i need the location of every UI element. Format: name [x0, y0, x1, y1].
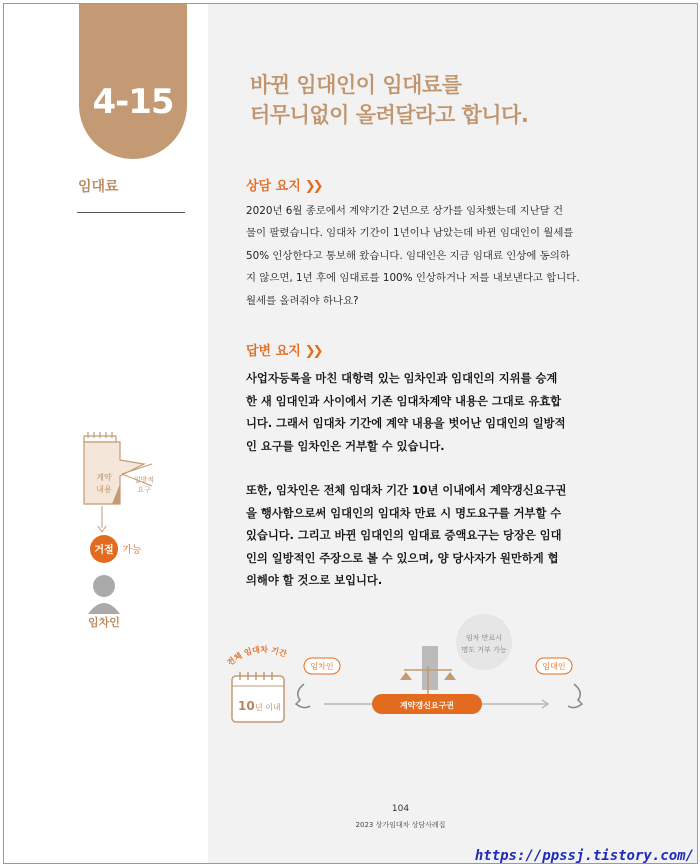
arc-label: 전체 임대차 기간	[225, 645, 288, 668]
tenant-face-icon	[296, 684, 310, 708]
person-icon	[88, 575, 120, 614]
unilateral-label-2: 요구	[137, 486, 151, 494]
chapter-topic: 임대료	[78, 179, 119, 195]
contract-label-2: 내용	[96, 485, 112, 494]
refusal-label: 거절	[94, 545, 114, 556]
consult-heading	[246, 175, 321, 194]
tenant-badge-label: 임차인	[310, 662, 334, 671]
landlord-badge-label: 임대인	[542, 662, 566, 671]
consult-body	[246, 200, 592, 312]
consult-line: 50% 인상한다고 통보해 왔습니다. 임대인은 지금 임대료 인상에 동의하	[246, 249, 570, 262]
watermark-link[interactable]: https://ppssj.tistory.com/	[474, 848, 694, 864]
footer-text: 2023 상가임대차 상담사례집	[355, 821, 446, 829]
side-illustration	[4, 424, 208, 634]
chevron-right-icon: ❯❯	[304, 344, 321, 359]
answer-heading	[246, 340, 321, 359]
chevron-right-icon: ❯❯	[304, 179, 321, 194]
scales-icon	[400, 646, 456, 696]
title-line-1: 바뀐 임대인이 임대료를	[250, 73, 462, 97]
bubble-line-1: 임차 만료시	[465, 634, 503, 642]
landlord-face-icon	[568, 684, 582, 708]
answer-line: 을 행사함으로써 임대인의 임대차 만료 시 명도요구를 거부할 수	[246, 506, 562, 520]
consult-line: 2020년 6월 종로에서 계약기간 2년으로 상가를 임차했는데 지난달 건	[246, 205, 564, 217]
years-rest: 년 이내	[255, 703, 281, 712]
answer-line: 인의 일방적인 주장으로 볼 수 있으며, 양 당사자가 원만하게 협	[246, 551, 559, 565]
chapter-number: 4-15	[92, 82, 174, 122]
speech-bubble	[456, 614, 512, 670]
unilateral-label-1: 일방적	[133, 476, 155, 484]
book-page	[3, 3, 698, 864]
bubble-line-2: 명도 거부 가능	[461, 646, 507, 654]
answer-line: 의해야 할 것으로 보입니다.	[246, 574, 383, 587]
answer-heading-label: 답변 요지	[246, 344, 301, 359]
consult-line: 월세를 올려줘야 하나요?	[246, 294, 359, 307]
renewal-diagram	[208, 614, 598, 734]
consult-line: 물이 팔렸습니다. 임대차 기간이 1년이나 남았는데 바뀐 임대인이 월세를	[246, 227, 574, 240]
consult-line: 지 않으면, 1년 후에 임대료를 100% 인상하거나 저를 내보낸다고 합니다.	[246, 272, 580, 285]
answer-line: 인 요구를 임차인은 거부할 수 있습니다.	[246, 439, 445, 453]
answer-line: 니다. 그래서 임대차 기간에 계약 내용을 벗어난 임대인의 일방적	[246, 417, 566, 430]
paragraph-gap	[246, 458, 592, 480]
answer-line: 사업자등록을 마친 대항력 있는 임차인과 임대인의 지위를 승계	[246, 372, 558, 385]
answer-line: 한 새 임대인과 사이에서 기존 임대차계약 내용은 그대로 유효합	[246, 394, 562, 408]
consult-heading-label: 상담 요지	[246, 179, 301, 194]
years-num: 10	[238, 699, 255, 713]
renewal-right-label: 계약갱신요구권	[399, 701, 455, 710]
tenant-label: 임차인	[88, 616, 120, 629]
page-title	[250, 70, 528, 130]
document-icon	[84, 432, 144, 504]
calendar-icon	[232, 672, 284, 722]
page-number: 104	[391, 804, 410, 814]
topic-divider	[77, 212, 185, 213]
answer-line: 있습니다. 그리고 바뀐 임대인의 임대료 증액요구는 당장은 임대	[246, 529, 562, 542]
possible-label: 가능	[122, 545, 142, 556]
contract-label-1: 계약	[96, 473, 112, 482]
answer-line: 또한, 임차인은 전체 임대차 기간 10년 이내에서 계약갱신요구권	[246, 484, 567, 497]
title-line-2: 터무니없이 올려달라고 합니다.	[250, 103, 529, 127]
answer-body	[246, 368, 592, 593]
